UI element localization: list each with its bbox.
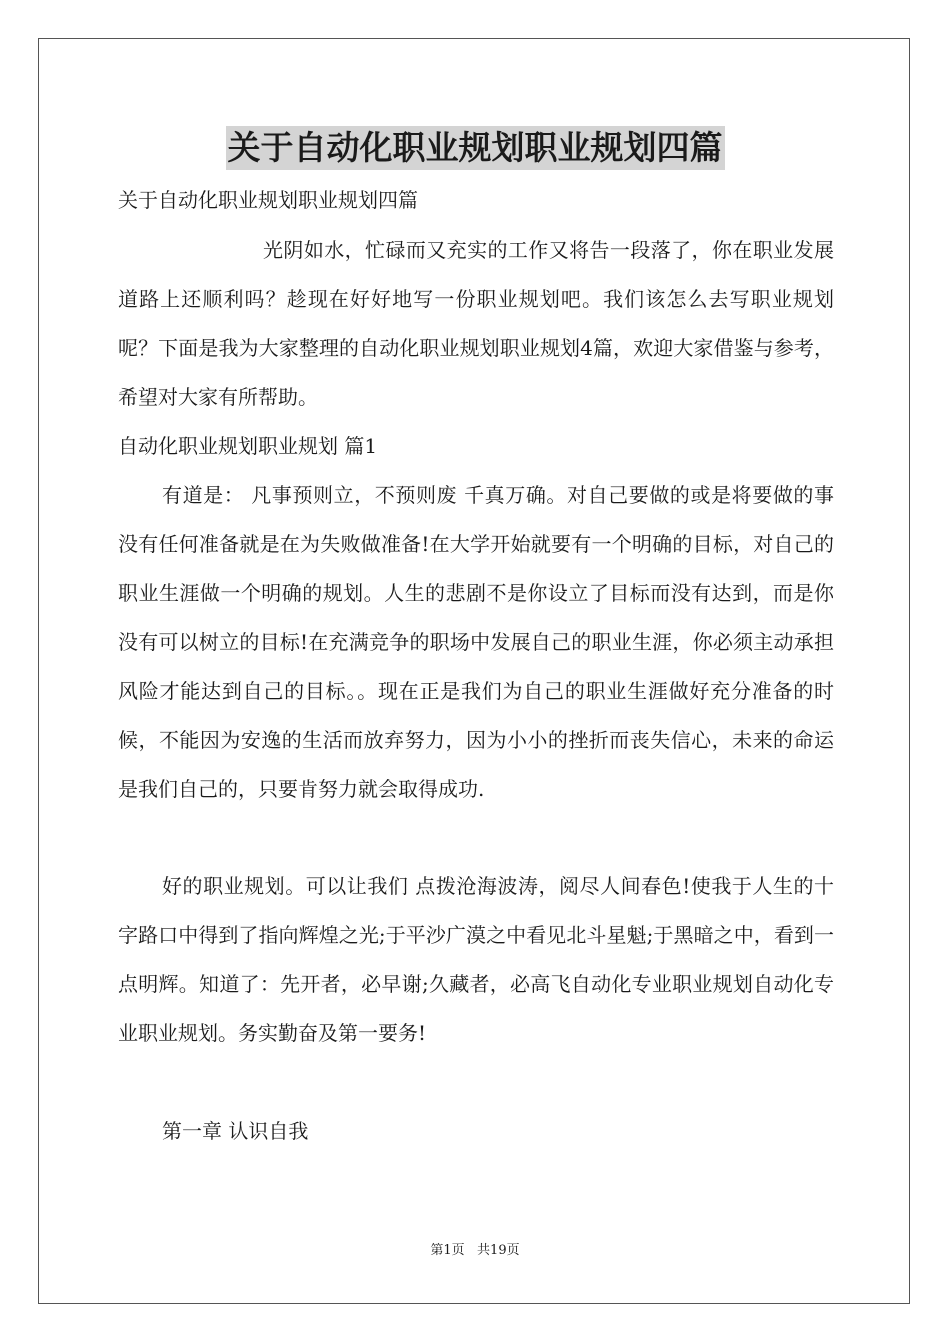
intro-paragraph: 光阴如水，忙碌而又充实的工作又将告一段落了，你在职业发展道路上还顺利吗？趁现在好好地写一份职业规划吧。我们该怎么去写职业规划呢？下面是我为大家整理的自动化职业规划职业规划4篇，欢迎大家借鉴与参考，希望对大家有所帮助。 <box>118 238 834 409</box>
section-heading: 自动化职业规划职业规划 篇1 <box>118 434 378 458</box>
body-paragraph-1: 有道是： 凡事预则立，不预则废 千真万确。对自己要做的或是将要做的事没有任何准备就是在为失败做准备!在大学开始就要有一个明确的目标，对自己的职业生涯做一个明确的规划。人生的悲剧不是你设立了目标而没有达到，而是你没有可以树立的目标!在充满竞争的职场中发展自己的职业生涯，你必须主动承担风险才能达到自己的目标。。现在正是我们为自己的职业生涯做好充分准备的时候，不能因为安逸的生活而放弃努力，因为小小的挫折而丧失信心，未来的命运是我们自己的，只要肯努力就会取得成功. <box>118 483 834 801</box>
document-title: 关于自动化职业规划职业规划四篇 <box>226 126 725 170</box>
page-number: 第1页 共19页 <box>430 1243 520 1258</box>
page-footer <box>0 1241 950 1261</box>
title-container <box>0 126 950 170</box>
body-paragraph-2: 好的职业规划。可以让我们 点拨沧海波涛，阅尽人间春色!使我于人生的十字路口中得到了指向辉煌之光;于平沙广漠之中看见北斗星魁;于黑暗之中，看到一点明辉。知道了：先开者，必早谢;久藏者，必高飞自动化专业职业规划自动化专业职业规划。务实勤奋及第一要务! <box>118 874 834 1045</box>
chapter-heading: 第一章 认识自我 <box>162 1119 309 1143</box>
document-subtitle: 关于自动化职业规划职业规划四篇 <box>118 188 418 212</box>
